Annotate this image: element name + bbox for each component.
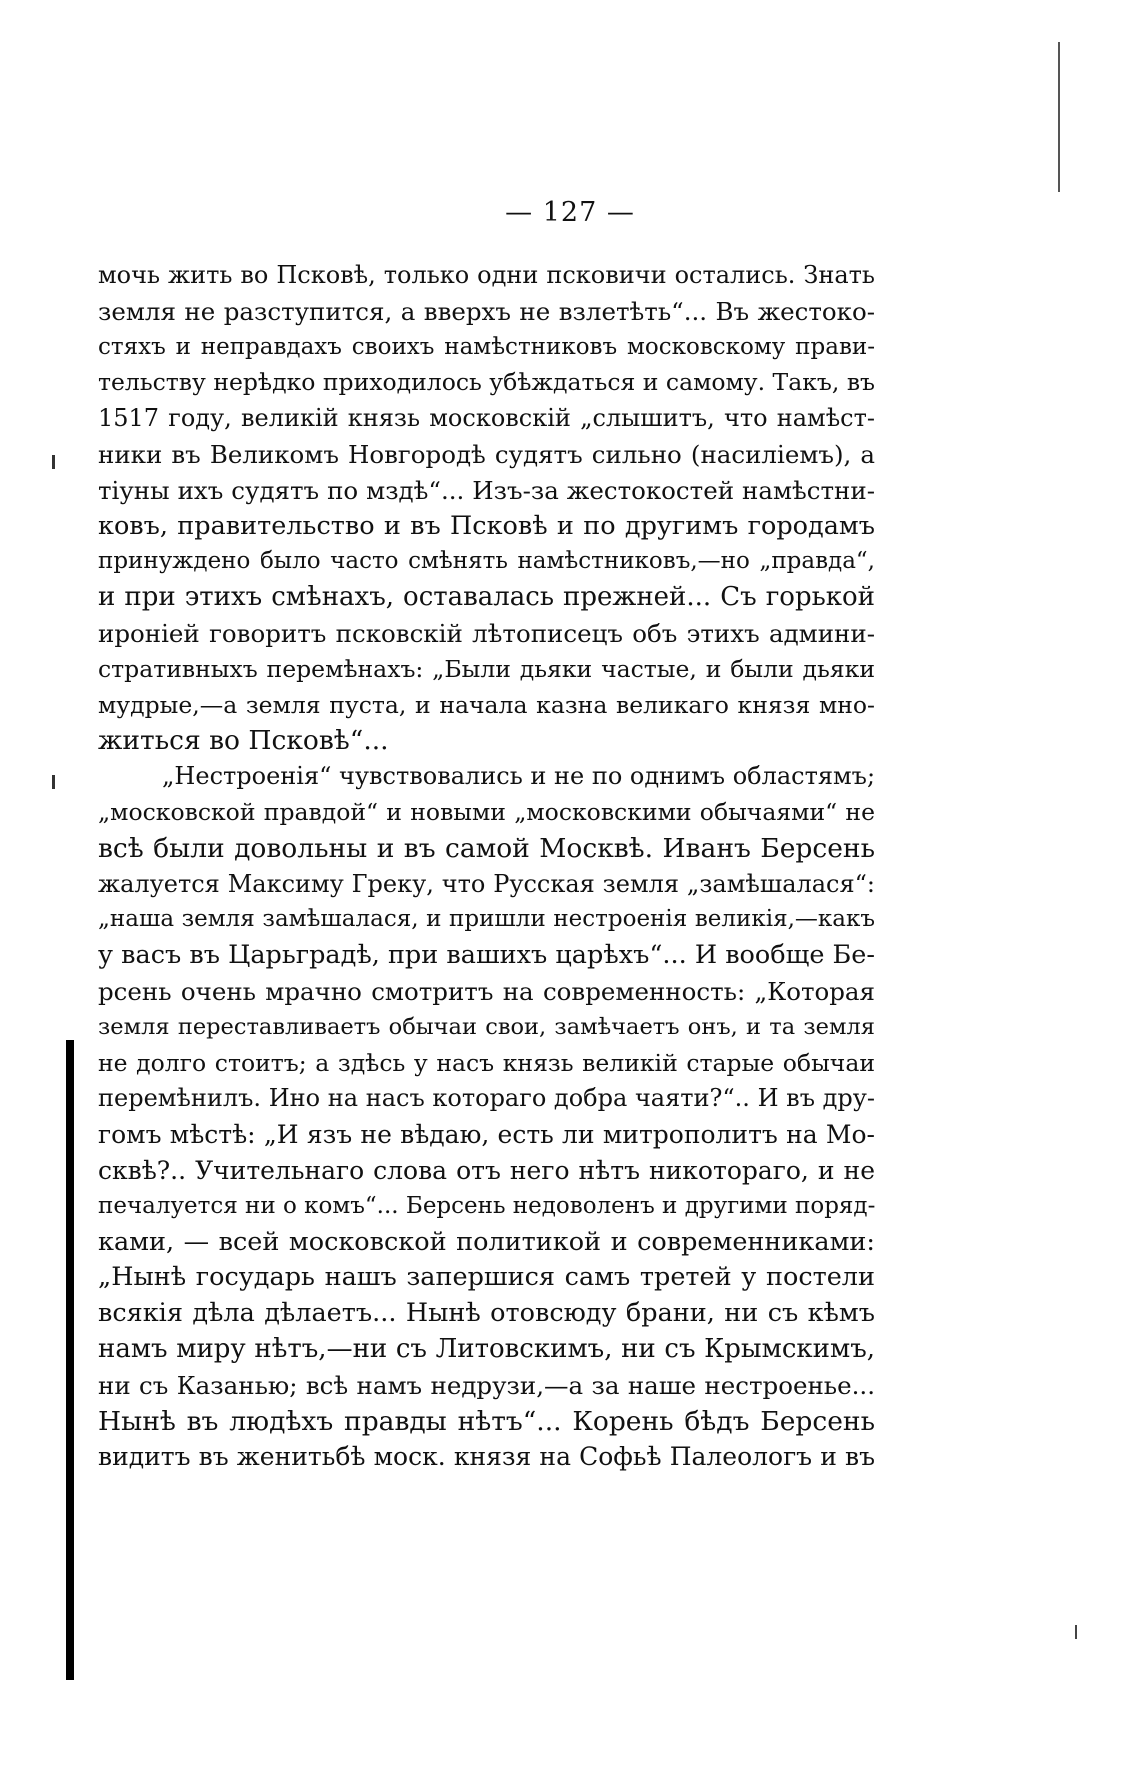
text-line: видитъ въ женитьбѣ моск. князя на Софьѣ Палеологъ и въ <box>98 1442 875 1472</box>
text-line: ни съ Казанью; всѣ намъ недрузи,—а за наше нестроенье... <box>98 1370 875 1400</box>
text-line: всякія дѣла дѣлаетъ... Нынѣ отовсюду брани, ни съ кѣмъ <box>98 1298 875 1329</box>
text-line: „Нынѣ государь нашъ запершися самъ третей у постели <box>98 1262 875 1293</box>
text-line: ироніей говоритъ псковскій лѣтописецъ объ этихъ админи- <box>98 618 875 648</box>
text-line: намъ миру нѣтъ,—ни съ Литовскимъ, ни съ Крымскимъ, <box>98 1333 875 1364</box>
text-line: Нынѣ въ людѣхъ правды нѣтъ“... Корень бѣдъ Берсень <box>98 1405 875 1437</box>
text-line: житься во Псковѣ“... <box>98 725 389 757</box>
text-line: ковъ, правительство и въ Псковѣ и по другимъ городамъ <box>98 510 875 541</box>
text-line: гомъ мѣстѣ: „И язъ не вѣдаю, есть ли митрополитъ на Мо- <box>98 1120 875 1150</box>
text-line: „наша земля замѣшалася, и пришли нестроенія великія,—какъ <box>98 906 875 933</box>
body-text <box>98 258 875 1475</box>
text-line: и при этихъ смѣнахъ, оставалась прежней... Съ горькой <box>98 582 875 613</box>
page-edge-mark <box>1075 1625 1077 1639</box>
text-line: стяхъ и неправдахъ своихъ намѣстниковъ московскому прави- <box>98 333 875 360</box>
text-line: перемѣнилъ. Ино на насъ котораго добра чаяти?“.. И въ дру- <box>98 1084 875 1113</box>
text-line: тельству нерѣдко приходилось убѣждаться и самому. Такъ, въ <box>98 368 875 397</box>
text-line: печалуется ни о комъ“... Берсень недоволенъ и другими поряд- <box>98 1192 875 1219</box>
text-line: „московской правдой“ и новыми „московскими обычаями“ не <box>98 797 875 826</box>
page-number: — 127 — <box>505 197 635 228</box>
text-line: земля не разступится, а вверхъ не взлетѣть“... Въ жестоко- <box>98 296 875 326</box>
text-line: у васъ въ Царьградѣ, при вашихъ царѣхъ“... И вообще Бе- <box>98 940 875 971</box>
text-line: земля переставливаетъ обычаи свои, замѣчаетъ онъ, и та земля <box>98 1013 875 1040</box>
text-line: принуждено было часто смѣнять намѣстниковъ,—но „правда“, <box>98 548 875 575</box>
text-line: мочь жить во Псковѣ, только одни псковичи остались. Знать <box>98 261 875 289</box>
binding-mark <box>52 775 55 789</box>
text-line: тіуны ихъ судятъ по мздѣ“... Изъ-за жестокостей намѣстни- <box>98 475 875 505</box>
page-edge-mark <box>1058 42 1060 192</box>
text-line: сквѣ?.. Учительнаго слова отъ него нѣтъ никотораго, и не <box>98 1155 875 1185</box>
text-line: жалуется Максиму Греку, что Русская земля „замѣшалася“: <box>98 869 875 898</box>
paragraph-start-line: „Нестроенія“ чувствовались и не по однимъ областямъ; <box>162 762 875 791</box>
text-line: мудрые,—а земля пуста, и начала казна великаго князя мно- <box>98 690 875 719</box>
text-line: стративныхъ перемѣнахъ: „Были дьяки частые, и были дьяки <box>98 654 875 683</box>
text-line: не долго стоитъ; а здѣсь у насъ князь великій старые обычаи <box>98 1048 875 1077</box>
text-line: рсень очень мрачно смотритъ на современность: „Которая <box>98 976 875 1006</box>
text-line: 1517 году, великій князь московскій „слышитъ, что намѣст- <box>98 404 875 433</box>
text-line: ники въ Великомъ Новгородѣ судятъ сильно (насиліемъ), а <box>98 439 875 469</box>
binding-shadow <box>66 1040 74 1680</box>
text-line: ками, — всей московской политикой и современниками: <box>98 1226 875 1257</box>
binding-mark <box>52 455 55 469</box>
text-line: всѣ были довольны и въ самой Москвѣ. Иванъ Берсень <box>98 832 875 864</box>
